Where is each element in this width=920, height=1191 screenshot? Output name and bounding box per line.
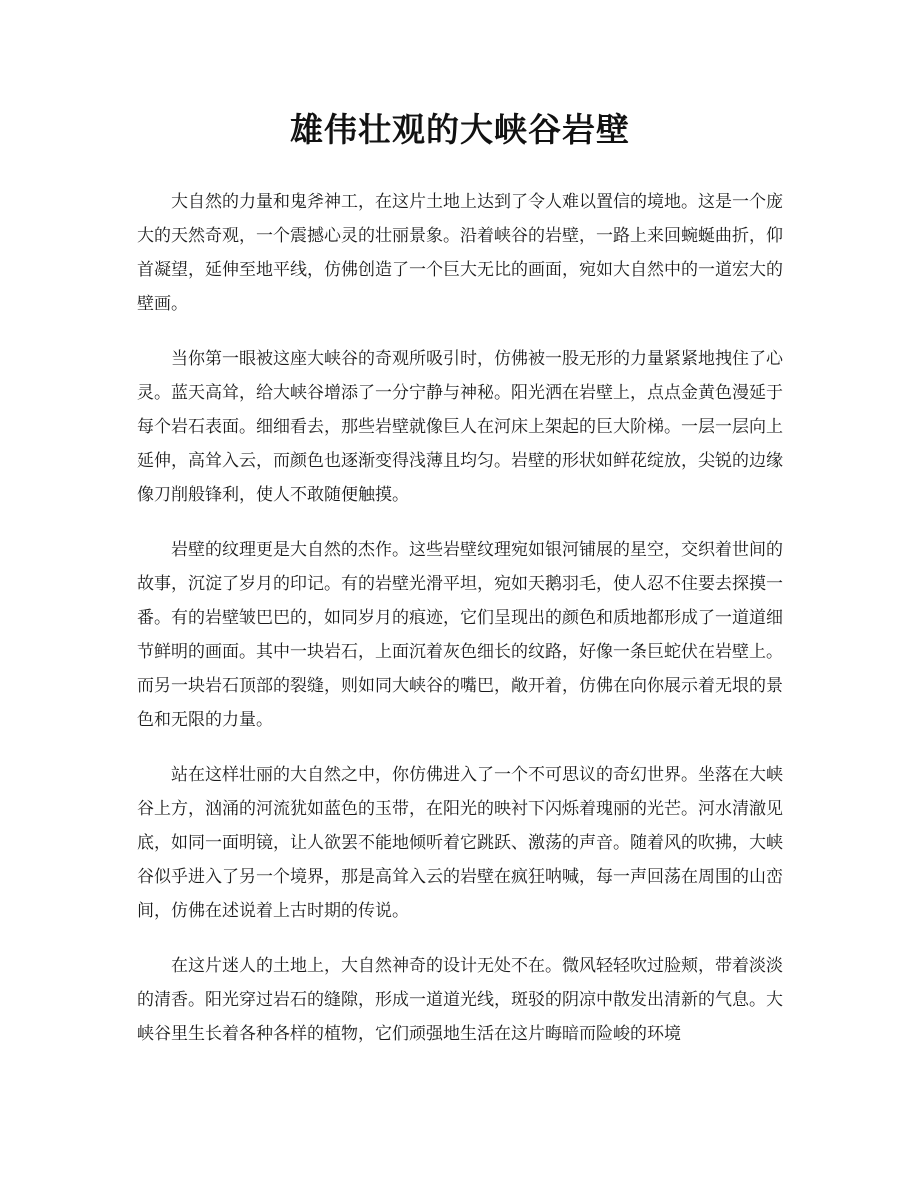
paragraph-4: 站在这样壮丽的大自然之中，你仿佛进入了一个不可思议的奇幻世界。坐落在大峡谷上方，汹涌的河流犹如蓝色的玉带，在阳光的映衬下闪烁着瑰丽的光芒。河水清澈见底，如同一面明镜，让人欲罢不能地倾听着它跳跃、激荡的声音。随着风的吹拂，大峡谷似乎进入了另一个境界，那是高耸入云的岩壁在疯狂呐喊，每一声回荡在周围的山峦间，仿佛在述说着上古时期的传说。 <box>137 765 783 921</box>
paragraph-3: 岩壁的纹理更是大自然的杰作。这些岩壁纹理宛如银河铺展的星空，交织着世间的故事，沉淀了岁月的印记。有的岩壁光滑平坦，宛如天鹅羽毛，使人忍不住要去探摸一番。有的岩壁皱巴巴的，如同岁月的痕迹，它们呈现出的颜色和质地都形成了一道道细节鲜明的画面。其中一块岩石，上面沉着灰色细长的纹路，好像一条巨蛇伏在岩壁上。而另一块岩石顶部的裂缝，则如同大峡谷的嘴巴，敞开着，仿佛在向你展示着无垠的景色和无限的力量。 <box>137 540 783 730</box>
paragraph-1: 大自然的力量和鬼斧神工，在这片土地上达到了令人难以置信的境地。这是一个庞大的天然奇观，一个震撼心灵的壮丽景象。沿着峡谷的岩壁，一路上来回蜿蜒曲折，仰首凝望，延伸至地平线，仿佛创造了一个巨大无比的画面，宛如大自然中的一道宏大的壁画。 <box>137 192 783 314</box>
document-title: 雄伟壮观的大峡谷岩壁 <box>290 110 630 149</box>
document-body <box>137 185 783 1051</box>
paragraph-2: 当你第一眼被这座大峡谷的奇观所吸引时，仿佛被一股无形的力量紧紧地拽住了心灵。蓝天高耸，给大峡谷增添了一分宁静与神秘。阳光洒在岩壁上，点点金黄色漫延于每个岩石表面。细细看去，那些岩壁就像巨人在河床上架起的巨大阶梯。一层一层向上延伸，高耸入云，而颜色也逐渐变得浅薄且均匀。岩壁的形状如鲜花绽放，尖锐的边缘像刀削般锋利，使人不敢随便触摸。 <box>137 349 783 505</box>
paragraph-5: 在这片迷人的土地上，大自然神奇的设计无处不在。微风轻轻吹过脸颊，带着淡淡的清香。阳光穿过岩石的缝隙，形成一道道光线，斑驳的阴凉中散发出清新的气息。大峡谷里生长着各种各样的植物，它们顽强地生活在这片晦暗而险峻的环境 <box>137 956 783 1044</box>
